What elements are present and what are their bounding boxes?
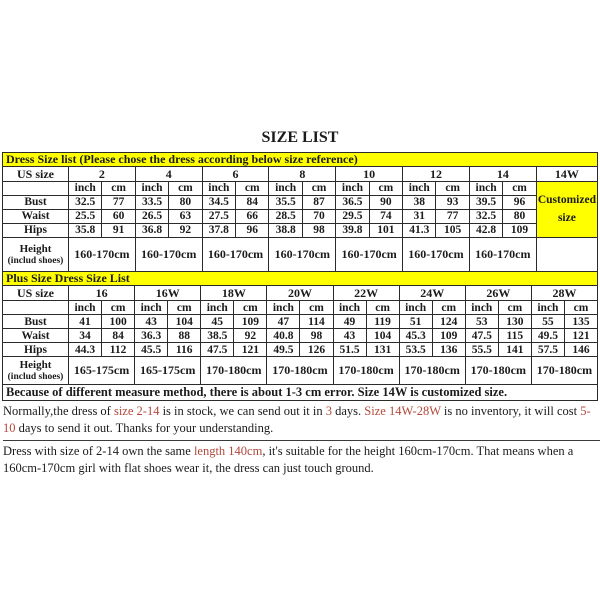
- measurement-value: 98: [302, 224, 335, 238]
- unit-cm: cm: [503, 182, 537, 196]
- measurement-value: 37.8: [202, 224, 235, 238]
- size-header-custom: 14W: [536, 167, 597, 182]
- measurement-value: 41.3: [403, 224, 436, 238]
- unit-cm: cm: [300, 301, 333, 315]
- note-text: Dress with size of 2-14 own the same: [3, 444, 194, 459]
- shipping-note: [3, 403, 600, 441]
- table-row: [3, 224, 598, 238]
- empty-cell: [3, 301, 69, 315]
- page-title: SIZE LIST: [261, 129, 339, 146]
- measurement-value: 77: [436, 210, 469, 224]
- height-value: 160-170cm: [403, 238, 470, 272]
- height-value: 170-180cm: [465, 357, 531, 385]
- size-header: 6: [202, 167, 269, 182]
- measurement-value: 53: [465, 315, 498, 329]
- measurement-label: Hips: [3, 224, 69, 238]
- unit-inch: inch: [267, 301, 300, 315]
- measurement-value: 98: [300, 329, 333, 343]
- measurement-value: 51.5: [333, 343, 366, 357]
- size-header: 2: [69, 167, 136, 182]
- measurement-value: 116: [168, 343, 201, 357]
- measurement-value: 136: [432, 343, 465, 357]
- measurement-value: 93: [436, 196, 469, 210]
- note-highlight-text: length 140cm: [193, 444, 263, 459]
- height-value: 160-170cm: [202, 238, 269, 272]
- measurement-value: 40.8: [267, 329, 300, 343]
- measurement-value: 32.5: [469, 210, 502, 224]
- unit-cm: cm: [432, 301, 465, 315]
- length-note: [3, 441, 597, 477]
- unit-cm: cm: [302, 182, 335, 196]
- measurement-value: 126: [300, 343, 333, 357]
- measurement-value: 114: [300, 315, 333, 329]
- unit-cm: cm: [102, 301, 135, 315]
- measurement-value: 44.3: [69, 343, 102, 357]
- measurement-value: 34.5: [202, 196, 235, 210]
- note-text: days.: [332, 404, 365, 419]
- table-row: [3, 343, 598, 357]
- unit-inch: inch: [465, 301, 498, 315]
- measurement-value: 25.5: [69, 210, 102, 224]
- height-value: 165-175cm: [135, 357, 201, 385]
- measurement-value: 90: [369, 196, 402, 210]
- measurement-value: 57.5: [531, 343, 564, 357]
- measurement-value: 26.5: [135, 210, 168, 224]
- measurement-value: 131: [366, 343, 399, 357]
- measurement-value: 38.5: [201, 329, 234, 343]
- unit-inch: inch: [333, 301, 366, 315]
- measurement-value: 45.3: [399, 329, 432, 343]
- note-text: days to send it out. Thanks for your understanding.: [15, 421, 274, 436]
- measurement-value: 39.8: [336, 224, 369, 238]
- size-header: 8: [269, 167, 336, 182]
- size-header: 10: [336, 167, 403, 182]
- measurement-value: 146: [564, 343, 597, 357]
- measurement-value: 51: [399, 315, 432, 329]
- measurement-value: 101: [369, 224, 402, 238]
- measurement-value: 130: [498, 315, 531, 329]
- measurement-value: 135: [564, 315, 597, 329]
- measurement-value: 47: [267, 315, 300, 329]
- note-text: is no inventory, it will cost: [440, 404, 581, 419]
- unit-cm: cm: [236, 182, 269, 196]
- measurement-value: 60: [102, 210, 135, 224]
- measurement-value: 47.5: [201, 343, 234, 357]
- measurement-value: 141: [498, 343, 531, 357]
- table-row: [3, 357, 598, 385]
- measurement-value: 42.8: [469, 224, 502, 238]
- size-header: 12: [403, 167, 470, 182]
- measurement-value: 38: [403, 196, 436, 210]
- unit-inch: inch: [403, 182, 436, 196]
- height-value: 160-170cm: [469, 238, 536, 272]
- measurement-value: 36.5: [336, 196, 369, 210]
- measurement-value: 36.8: [135, 224, 168, 238]
- measurement-value: 45: [201, 315, 234, 329]
- size-header: 16: [69, 286, 135, 301]
- measurement-value: 29.5: [336, 210, 369, 224]
- us-size-label: US size: [3, 286, 69, 301]
- unit-inch: inch: [269, 182, 302, 196]
- measurement-value: 109: [234, 315, 267, 329]
- table-section-header: Plus Size Dress Size List: [3, 272, 598, 286]
- measurement-value: 47.5: [465, 329, 498, 343]
- measurement-label: Waist: [3, 329, 69, 343]
- size-header: 14: [469, 167, 536, 182]
- measurement-value: 84: [236, 196, 269, 210]
- error-note: Because of different measure method, there is about 1-3 cm error. Size 14W is customized size.: [3, 385, 598, 401]
- height-label-line1: Height: [19, 359, 52, 372]
- measurement-value: 63: [169, 210, 202, 224]
- measurement-value: 41: [69, 315, 102, 329]
- empty-cell: [536, 238, 597, 272]
- note-highlight-text: 5-10: [3, 404, 591, 436]
- measurement-label: Bust: [3, 196, 69, 210]
- note-text: is in stock, we can send out it in: [159, 404, 326, 419]
- measurement-value: 96: [236, 224, 269, 238]
- height-label: [3, 357, 69, 385]
- measurement-value: 88: [168, 329, 201, 343]
- table-row: [3, 167, 598, 182]
- unit-inch: inch: [399, 301, 432, 315]
- measurement-value: 104: [168, 315, 201, 329]
- table-row: [3, 286, 598, 301]
- unit-cm: cm: [168, 301, 201, 315]
- plus-size-table: [2, 271, 598, 401]
- height-value: 160-170cm: [336, 238, 403, 272]
- measurement-value: 115: [498, 329, 531, 343]
- table-row: [3, 182, 598, 196]
- table-row: [3, 272, 598, 286]
- measurement-value: 92: [169, 224, 202, 238]
- table-row: [3, 301, 598, 315]
- measurement-value: 87: [302, 196, 335, 210]
- measurement-value: 70: [302, 210, 335, 224]
- measurement-value: 112: [102, 343, 135, 357]
- measurement-value: 49.5: [267, 343, 300, 357]
- measurement-value: 77: [102, 196, 135, 210]
- measurement-value: 36.3: [135, 329, 168, 343]
- table-row: [3, 329, 598, 343]
- note-highlight-text: Size 14W-28W: [364, 404, 441, 419]
- size-header: 20W: [267, 286, 333, 301]
- measurement-value: 96: [503, 196, 537, 210]
- measurement-value: 55: [531, 315, 564, 329]
- height-label-line2: (includ shoes): [7, 255, 64, 266]
- us-size-label: US size: [3, 167, 69, 182]
- size-header: 4: [135, 167, 202, 182]
- unit-cm: cm: [234, 301, 267, 315]
- size-header: 26W: [465, 286, 531, 301]
- size-header: 22W: [333, 286, 399, 301]
- empty-cell: [3, 182, 69, 196]
- measurement-value: 100: [102, 315, 135, 329]
- height-value: 160-170cm: [135, 238, 202, 272]
- unit-inch: inch: [201, 301, 234, 315]
- measurement-value: 92: [234, 329, 267, 343]
- unit-cm: cm: [102, 182, 135, 196]
- measurement-value: 80: [169, 196, 202, 210]
- note-text: , it's suitable for the height 160cm-170cm. That means when a 160cm-170cm girl with flat shoes wear it, the dress can just touch ground.: [3, 444, 574, 476]
- note-highlight-text: 3: [325, 404, 332, 419]
- measurement-label: Bust: [3, 315, 69, 329]
- measurement-value: 121: [564, 329, 597, 343]
- height-label-line1: Height: [19, 242, 52, 255]
- unit-inch: inch: [69, 301, 102, 315]
- measurement-value: 34: [69, 329, 102, 343]
- table-row: [3, 238, 598, 272]
- measurement-value: 33.5: [135, 196, 168, 210]
- height-label-line2: (includ shoes): [7, 371, 64, 382]
- measurement-value: 121: [234, 343, 267, 357]
- measurement-value: 43: [333, 329, 366, 343]
- unit-cm: cm: [169, 182, 202, 196]
- measurement-value: 84: [102, 329, 135, 343]
- measurement-value: 38.8: [269, 224, 302, 238]
- measurement-value: 104: [366, 329, 399, 343]
- unit-inch: inch: [531, 301, 564, 315]
- measurement-value: 55.5: [465, 343, 498, 357]
- height-value: 160-170cm: [269, 238, 336, 272]
- unit-inch: inch: [69, 182, 102, 196]
- table-row: [3, 196, 598, 210]
- size-header: 18W: [201, 286, 267, 301]
- unit-cm: cm: [369, 182, 402, 196]
- measurement-value: 124: [432, 315, 465, 329]
- height-value: 170-180cm: [267, 357, 333, 385]
- unit-cm: cm: [498, 301, 531, 315]
- note-highlight-text: size 2-14: [113, 404, 160, 419]
- height-label: [3, 238, 69, 272]
- measurement-value: 119: [366, 315, 399, 329]
- measurement-value: 109: [432, 329, 465, 343]
- table-row: [3, 210, 598, 224]
- measurement-value: 91: [102, 224, 135, 238]
- note-text: Normally,the dress of: [3, 404, 114, 419]
- measurement-value: 49.5: [531, 329, 564, 343]
- unit-inch: inch: [135, 182, 168, 196]
- height-value: 170-180cm: [399, 357, 465, 385]
- measurement-value: 105: [436, 224, 469, 238]
- size-header: 28W: [531, 286, 597, 301]
- measurement-value: 43: [135, 315, 168, 329]
- unit-inch: inch: [469, 182, 502, 196]
- table-row: [3, 385, 598, 401]
- standard-size-table: [2, 152, 598, 272]
- measurement-value: 49: [333, 315, 366, 329]
- height-value: 170-180cm: [201, 357, 267, 385]
- measurement-value: 31: [403, 210, 436, 224]
- measurement-value: 28.5: [269, 210, 302, 224]
- measurement-label: Waist: [3, 210, 69, 224]
- height-value: 165-175cm: [69, 357, 135, 385]
- unit-inch: inch: [202, 182, 235, 196]
- measurement-value: 27.5: [202, 210, 235, 224]
- unit-inch: inch: [135, 301, 168, 315]
- measurement-label: Hips: [3, 343, 69, 357]
- size-header: 24W: [399, 286, 465, 301]
- measurement-value: 109: [503, 224, 537, 238]
- table-row: [3, 315, 598, 329]
- measurement-value: 74: [369, 210, 402, 224]
- measurement-value: 39.5: [469, 196, 502, 210]
- notes-section: [3, 403, 597, 477]
- measurement-value: 45.5: [135, 343, 168, 357]
- table-section-header: Dress Size list (Please chose the dress according below size reference): [3, 153, 598, 167]
- height-value: 160-170cm: [69, 238, 136, 272]
- unit-inch: inch: [336, 182, 369, 196]
- unit-cm: cm: [436, 182, 469, 196]
- size-header: 16W: [135, 286, 201, 301]
- unit-cm: cm: [366, 301, 399, 315]
- table-row: [3, 153, 598, 167]
- height-value: 170-180cm: [531, 357, 597, 385]
- measurement-value: 35.5: [269, 196, 302, 210]
- measurement-value: 80: [503, 210, 537, 224]
- measurement-value: 35.8: [69, 224, 102, 238]
- unit-cm: cm: [564, 301, 597, 315]
- measurement-value: 53.5: [399, 343, 432, 357]
- height-value: 170-180cm: [333, 357, 399, 385]
- measurement-value: 66: [236, 210, 269, 224]
- measurement-value: 32.5: [69, 196, 102, 210]
- customized-size-cell: Customized size: [536, 182, 597, 238]
